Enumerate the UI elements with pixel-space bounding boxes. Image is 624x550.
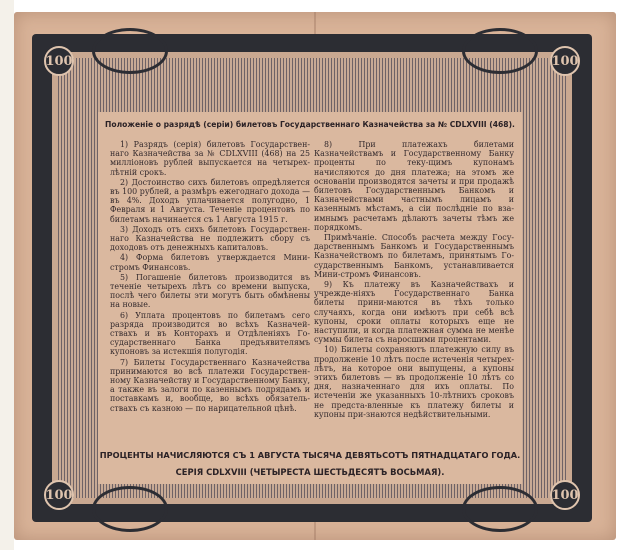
corner-denomination-top-right — [542, 38, 588, 84]
interest-statement: ПРОЦЕНТЫ НАЧИСЛЯЮТСЯ СЪ 1 АВГУСТА ТЫСЯЧА ДЕВЯТЬСОТЪ ПЯТНАДЦАТАГО ГОДА. — [99, 450, 521, 460]
denomination-label: 100 — [550, 46, 580, 76]
series-statement: СЕРІЯ CDLXVIII (ЧЕТЫРЕСТА ШЕСТЬДЕСЯТЪ ВОСЬМАЯ). — [175, 467, 445, 477]
paragraph: 7) Билеты Государственнаго Казначейства принимаются во всѣ платежи Государствен-ному Казначейству и Государственному Банку, а также въ залоги по казеннымъ подрядамъ и поставкамъ и, вообще, во всѣхъ обязатель-ствахъ съ казною — по нарицательной цѣнѣ. — [110, 357, 310, 413]
denomination-label: 100 — [550, 480, 580, 510]
paragraph: 3) Доходъ отъ сихъ билетовъ Государствен-наго Казначейства не подлежитъ сбору съ доходовъ отъ денежныхъ капиталовъ. — [110, 224, 310, 253]
ornamental-border — [32, 34, 592, 522]
paragraph: Примѣчаніе. Способъ расчета между Госу-дарственнымъ Банкомъ и Государственнымъ Казначействомъ по билетамъ, принятымъ Го-сударственнымъ Банкомъ, устанавливается Мини-стромъ Финансовъ. — [314, 233, 514, 279]
corner-denomination-top-left — [36, 38, 82, 84]
scroll-ornament-bottom-left — [92, 486, 168, 532]
regulation-heading: Положеніе о разрядѣ (серіи) билетовъ Государственнаго Казначейства за № CDLXVIII (468). — [105, 120, 515, 129]
right-text-column — [314, 140, 514, 420]
denomination-label: 100 — [44, 480, 74, 510]
paragraph: 5) Погашеніе билетовъ производится въ теченіе четырехъ лѣтъ со времени выпуска, послѣ чего билеты эти могутъ быть обмѣнены на новые. — [110, 272, 310, 310]
text-panel — [98, 112, 522, 484]
corner-denomination-bottom-left — [36, 472, 82, 518]
paragraph: 4) Форма билетовъ утверждается Мини-стромъ Финансовъ. — [110, 253, 310, 272]
banknote-reverse — [14, 12, 616, 540]
paragraph: 10) Билеты сохраняютъ платежную силу въ продолженіе 10 лѣтъ после истеченія четырех-лѣтъ, на которое они выпущены, а купоны этихъ билетовъ — въ продолженіе 10 лѣтъ со дня, назначеннаго для ихъ оплаты. По истеченіи же указанныхъ 10-лѣтнихъ сроковъ не предста-вленные къ платежу билеты и купоны при-знаются недѣйствительными. — [314, 345, 514, 419]
paragraph: 9) Къ платежу въ Казначействахъ и учрежде-ніяхъ Государственнаго Банка билеты прини-маются въ тѣхъ только случаяхъ, когда они имѣютъ при себѣ всѣ купоны, сроки оплаты которыхъ еще не наступили, и когда платежная сумма не менѣе суммы билета съ наросшими процентами. — [314, 280, 514, 345]
scroll-ornament-bottom-right — [462, 486, 538, 532]
scroll-ornament-top-right — [462, 28, 538, 74]
measurement-ruler — [0, 0, 14, 550]
left-text-column — [110, 140, 310, 414]
paragraph: 1) Разрядъ (серія) билетовъ Государствен-наго Казначейства за № CDLXVIII (468) на 25 милліоновъ рублей выпускается на четырех-лѣтній срокъ. — [110, 140, 310, 177]
scroll-ornament-top-left — [92, 28, 168, 74]
paragraph: 8) При платежахъ билетами Казначействамъ и Государственному Банку проценты по теку-щимъ купонамъ начисляются до дня платежа; на этомъ же основаніи производятся зачеты и при продажѣ билетовъ Государственнымъ Банкомъ и Казначействами частнымъ лицамъ и казеннымъ мѣстамъ, а сіи послѣдніе по вза-имнымъ расчетамъ дѣлаютъ зачеты тѣмъ же порядкомъ. — [314, 140, 514, 232]
paragraph: 2) Достоинство сихъ билетовъ опредѣляется въ 100 рублей, а размѣръ ежегоднаго дохода — въ 4%. Доходъ уплачивается полугодно, 1 Февраля и 1 Августа. Теченіе процентовъ по билетамъ начинается съ 1 Августа 1915 г. — [110, 177, 310, 224]
denomination-label: 100 — [44, 46, 74, 76]
paragraph: 6) Уплата процентовъ по билетамъ сего разряда производится во всѣхъ Казначей-ствахъ и въ Конторахъ и Отдѣленіяхъ Го-сударственнаго Банка предъявителямъ купоновъ за истекшія полугодія. — [110, 310, 310, 357]
corner-denomination-bottom-right — [542, 472, 588, 518]
